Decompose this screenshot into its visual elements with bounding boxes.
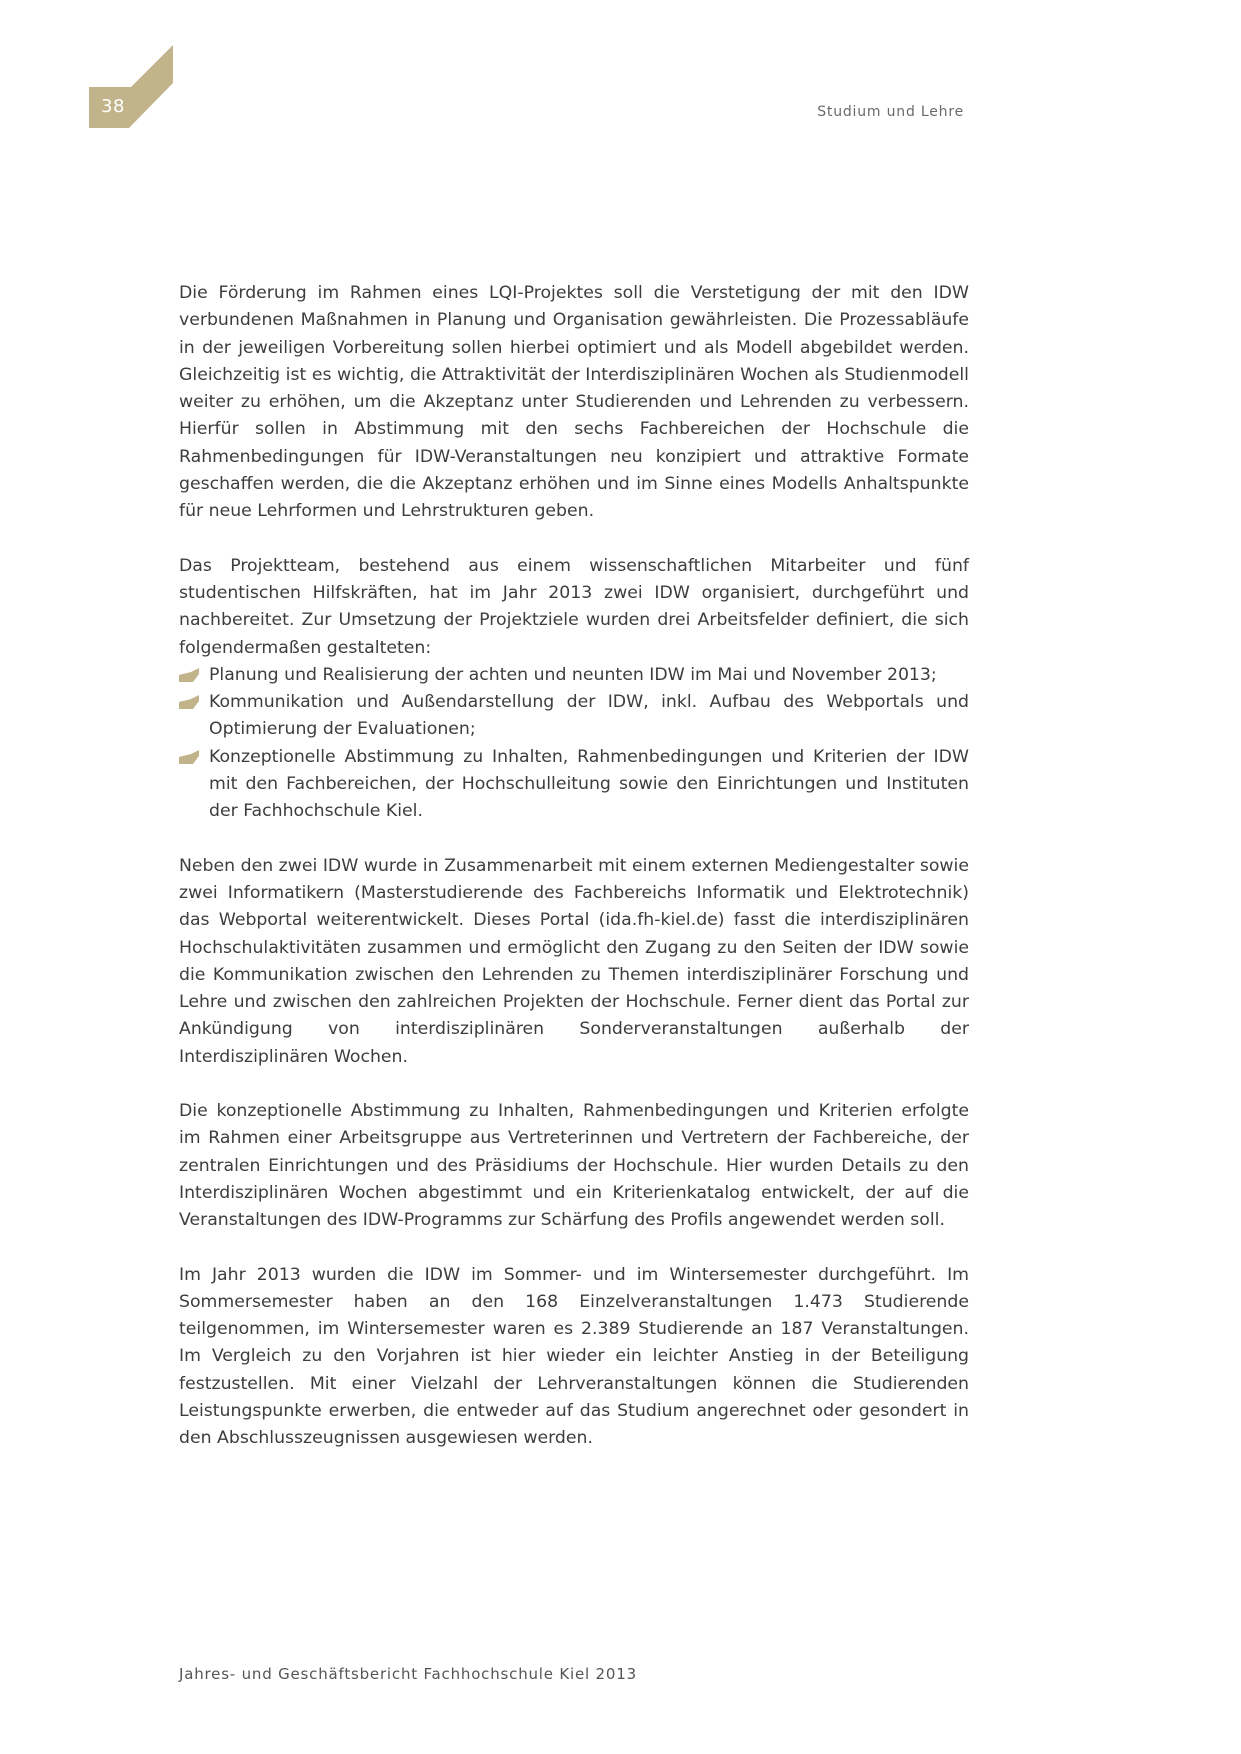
- list-item-text: Kommunikation und Außendarstellung der IDW, inkl. Aufbau des Webportals und Optimierung der Evaluationen;: [209, 692, 969, 740]
- list-item-text: Planung und Realisierung der achten und neunten IDW im Mai und November 2013;: [209, 664, 937, 685]
- body-paragraph: Im Jahr 2013 wurden die IDW im Sommer- und im Wintersemester durchgeführt. Im Sommersemester haben an den 168 Einzelveranstaltungen 1.473 Studierende teilgenommen, im Wintersemester waren es 2.389 Studierende an 187 Veranstaltungen. Im Vergleich zu den Vorjahren ist hier wieder ein leichter Anstieg in der Beteiligung festzustellen. Mit einer Vielzahl der Lehrveranstaltungen können die Studierenden Leistungspunkte erwerben, die entweder auf das Studium angerechnet oder gesondert in den Abschlusszeugnissen ausgewiesen werden.: [179, 1264, 969, 1449]
- list-item-text: Konzeptionelle Abstimmung zu Inhalten, Rahmenbedingungen und Kriterien der IDW mit den Fachbereichen, der Hochschulleitung sowie den Einrichtungen und Instituten der Fachhochschule Kiel.: [209, 746, 969, 822]
- running-header: Studium und Lehre: [817, 104, 964, 120]
- list-item: [179, 662, 969, 689]
- arrow-bullet-icon: [179, 750, 199, 764]
- page-footer: Jahres- und Geschäftsbericht Fachhochschule Kiel 2013: [179, 1665, 637, 1683]
- body-paragraph: Das Projektteam, bestehend aus einem wissenschaftlichen Mitarbeiter und fünf studentischen Hilfskräften, hat im Jahr 2013 zwei IDW organisiert, durchgeführt und nachbereitet. Zur Umsetzung der Projektziele wurden drei Arbeitsfelder definiert, die sich folgendermaßen gestalteten:: [179, 555, 969, 658]
- work-fields-list: [179, 662, 969, 826]
- main-content: [179, 280, 969, 1480]
- arrow-bullet-icon: [179, 695, 199, 709]
- list-item: [179, 689, 969, 744]
- body-paragraph: Neben den zwei IDW wurde in Zusammenarbeit mit einem externen Mediengestalter sowie zwei Informatikern (Masterstudierende des Fachbereichs Informatik und Elektrotechnik) das Webportal weiterentwickelt. Dieses Portal (ida.fh-kiel.de) fasst die interdisziplinären Hochschulaktivitäten zusammen und ermöglicht den Zugang zu den Seiten der IDW sowie die Kommunikation zwischen den Lehrenden zu Themen interdisziplinärer Forschung und Lehre und zwischen den zahlreichen Projekten der Hochschule. Ferner dient das Portal zur Ankündigung von interdisziplinären Sonderveranstaltungen außerhalb der Interdisziplinären Wochen.: [179, 855, 969, 1067]
- body-paragraph: Die konzeptionelle Abstimmung zu Inhalten, Rahmenbedingungen und Kriterien erfolgte im Rahmen einer Arbeitsgruppe aus Vertreterinnen und Vertretern der Fachbereiche, der zentralen Einrichtungen und des Präsidiums der Hochschule. Hier wurden Details zu den Interdisziplinären Wochen abgestimmt und ein Kriterienkatalog entwickelt, der auf die Veranstaltungen des IDW-Programms zur Schärfung des Profils angewendet werden soll.: [179, 1101, 969, 1231]
- body-paragraph: Die Förderung im Rahmen eines LQI-Projektes soll die Verstetigung der mit den IDW verbundenen Maßnahmen in Planung und Organisation gewährleisten. Die Prozessabläufe in der jeweiligen Vorbereitung sollen hierbei optimiert und als Modell abgebildet werden. Gleichzeitig ist es wichtig, die Attraktivität der Interdisziplinären Wochen als Studienmodell weiter zu erhöhen, um die Akzeptanz unter Studierenden und Lehrenden zu verbessern. Hierfür sollen in Abstimmung mit den sechs Fachbereichen der Hochschule die Rahmenbedingungen für IDW-Veranstaltungen neu konzipiert und attraktive Formate geschaffen werden, die die Akzeptanz erhöhen und im Sinne eines Modells Anhaltspunkte für neue Lehrformen und Lehrstrukturen geben.: [179, 283, 969, 522]
- page-number: 38: [101, 96, 125, 117]
- arrow-bullet-icon: [179, 668, 199, 682]
- list-item: [179, 744, 969, 826]
